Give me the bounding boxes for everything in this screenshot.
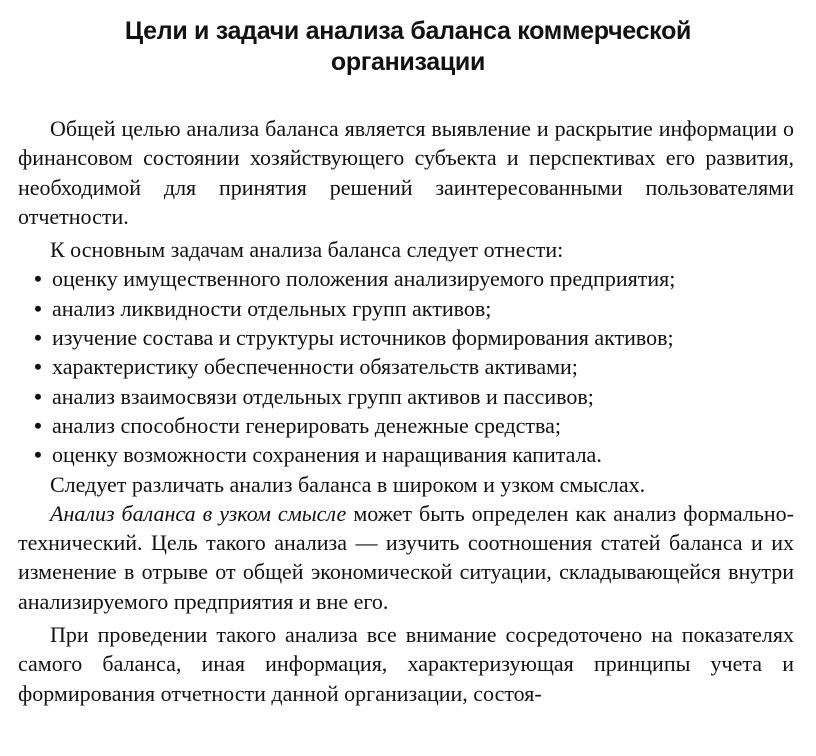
list-item bbox=[18, 382, 794, 411]
list-item-text: анализ способности генерировать денежные средства; bbox=[52, 412, 562, 438]
list-item bbox=[18, 411, 794, 440]
document-body bbox=[18, 114, 794, 708]
paragraph-narrow-sense bbox=[18, 499, 794, 616]
page-title bbox=[40, 16, 776, 78]
bullet-icon: • bbox=[34, 295, 42, 321]
tasks-list bbox=[18, 264, 794, 469]
list-item-text: оценку имущественного положения анализируемого предприятия; bbox=[52, 266, 676, 292]
title-line-2: организации bbox=[330, 48, 486, 76]
list-item bbox=[18, 294, 794, 323]
bullet-icon: • bbox=[34, 442, 42, 468]
list-item-text: оценку возможности сохранения и наращивания капитала. bbox=[52, 442, 602, 468]
list-item-text: анализ ликвидности отдельных групп активов; bbox=[52, 295, 492, 321]
paragraph-tasks-intro: К основным задачам анализа баланса следует отнести: bbox=[50, 237, 564, 263]
bullet-icon: • bbox=[34, 266, 42, 292]
bullet-icon: • bbox=[34, 412, 42, 438]
list-item-text: изучение состава и структуры источников формирования активов; bbox=[52, 325, 674, 351]
list-item-text: характеристику обеспеченности обязательств активами; bbox=[52, 354, 578, 380]
list-item bbox=[18, 323, 794, 352]
narrow-sense-term: Анализ баланса в узком смысле bbox=[50, 500, 347, 526]
narrow-sense-definition: может быть определен как анализ формально-технический. Цель такого анализа — изучить соотношения статей баланса и их изменение в отрыве от общей экономической ситуации, складывающейся внутри анализируемого предприятия и вне его. bbox=[18, 500, 794, 614]
bullet-icon: • bbox=[34, 383, 42, 409]
paragraph-goal: Общей целью анализа баланса является выявление и раскрытие информации о финансовом состоянии хозяйствующего субъекта и перспективах его развития, необходимой для принятия решений заинтересованными пользователями отчетности. bbox=[18, 116, 794, 229]
title-line-1: Цели и задачи анализа баланса коммерческой bbox=[124, 17, 692, 45]
list-item bbox=[18, 440, 794, 469]
list-item bbox=[18, 264, 794, 293]
list-item bbox=[18, 352, 794, 381]
list-item-text: анализ взаимосвязи отдельных групп активов и пассивов; bbox=[52, 383, 594, 409]
paragraph-focus: При проведении такого анализа все внимание сосредоточено на показателях самого баланса, иная информация, характеризующая принципы учета и формирования отчетности данной организации, состоя- bbox=[18, 622, 794, 706]
paragraph-broad-narrow: Следует различать анализ баланса в широком и узком смыслах. bbox=[50, 471, 646, 497]
bullet-icon: • bbox=[34, 325, 42, 351]
bullet-icon: • bbox=[34, 354, 42, 380]
